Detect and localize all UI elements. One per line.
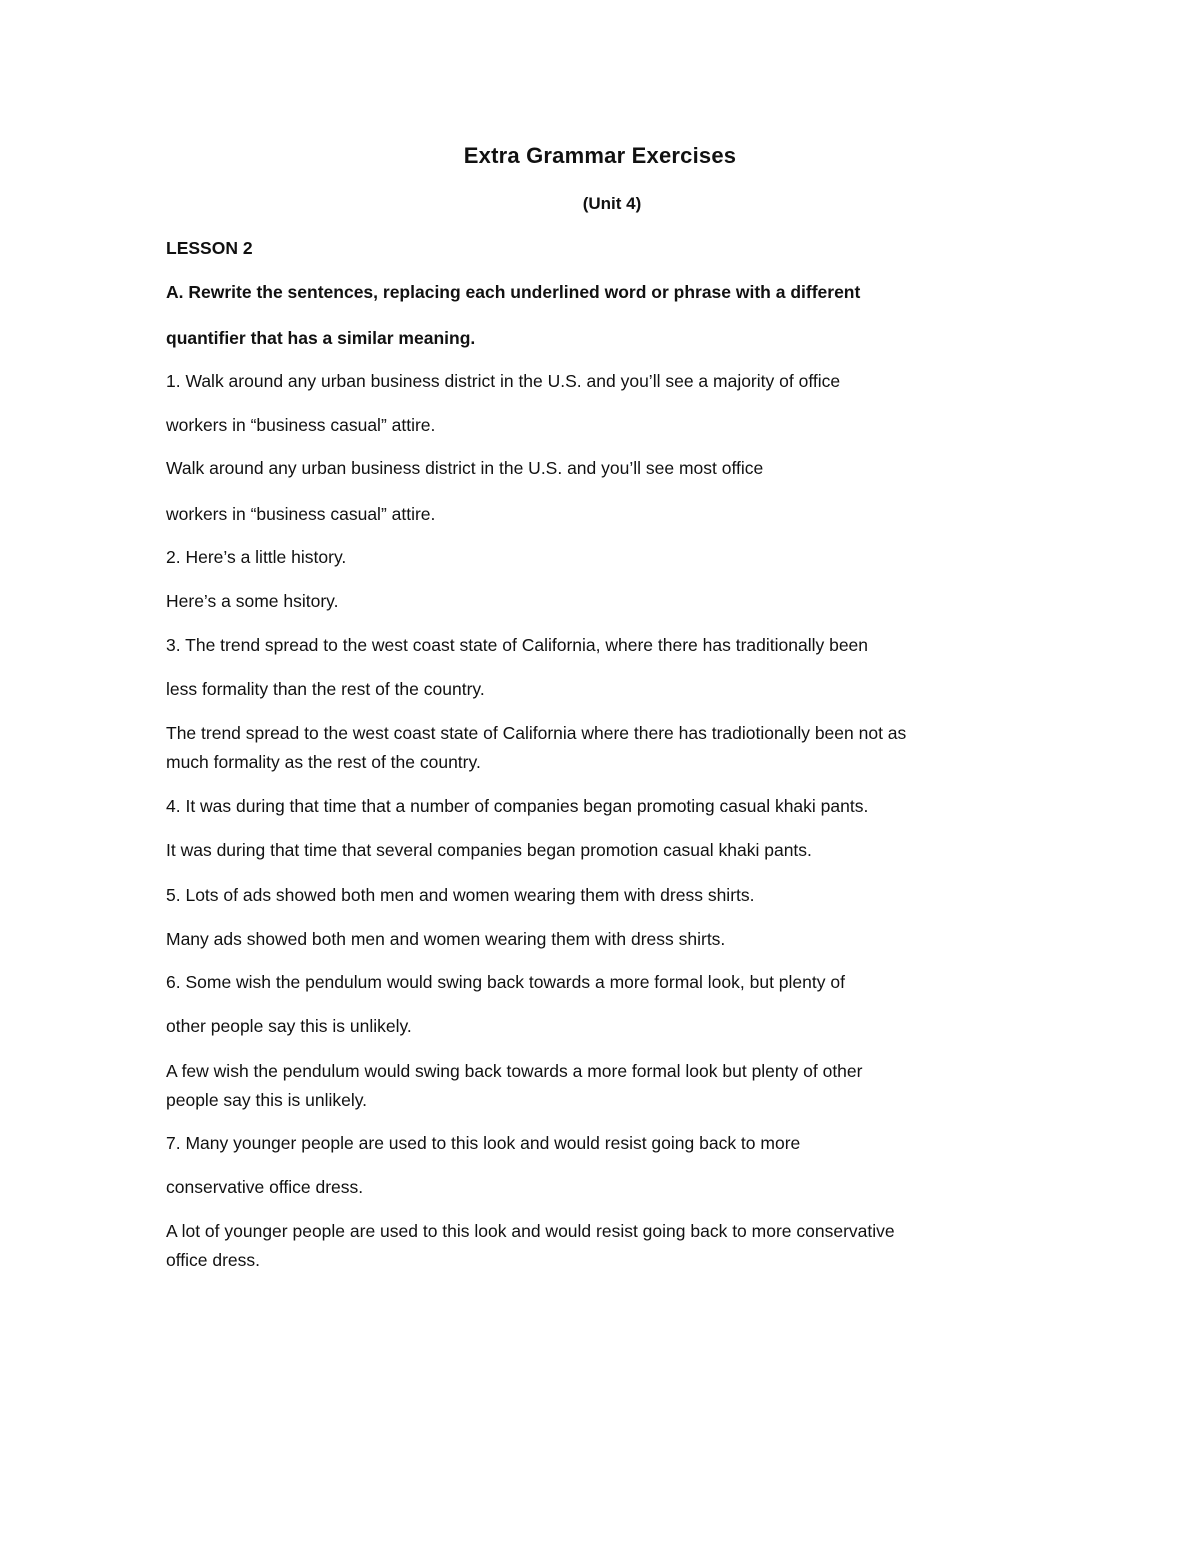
item-2-answer-line-1: Here’s a some hsitory.: [166, 591, 339, 611]
item-6-original-line-1: 6. Some wish the pendulum would swing back towards a more formal look, but plenty of: [166, 972, 845, 992]
item-1-original-line-2: workers in “business casual” attire.: [166, 415, 436, 435]
item-3-original-line-1: 3. The trend spread to the west coast state of California, where there has traditionally been: [166, 635, 869, 655]
item-5-answer-line-1: Many ads showed both men and women wearing them with dress shirts.: [166, 929, 726, 949]
item-7-original-line-2: conservative office dress.: [166, 1177, 364, 1197]
instruction-line-1: A. Rewrite the sentences, replacing each underlined word or phrase with a different: [166, 282, 861, 302]
item-6-answer-line-2: people say this is unlikely.: [166, 1090, 368, 1110]
document-title: Extra Grammar Exercises: [463, 143, 737, 168]
item-3-original-line-2: less formality than the rest of the country.: [166, 679, 485, 699]
lesson-heading: LESSON 2: [166, 238, 253, 258]
item-2-original-line-1: 2. Here’s a little history.: [166, 547, 347, 567]
item-5-original-line-1: 5. Lots of ads showed both men and women wearing them with dress shirts.: [166, 885, 755, 905]
instruction-line-2: quantifier that has a similar meaning.: [166, 328, 476, 348]
item-3-answer-line-2: much formality as the rest of the country.: [166, 752, 481, 772]
item-7-original-line-1: 7. Many younger people are used to this look and would resist going back to more: [166, 1133, 801, 1153]
item-4-original-line-1: 4. It was during that time that a number of companies began promoting casual khaki pants.: [166, 796, 869, 816]
item-4-answer-line-1: It was during that time that several companies began promotion casual khaki pants.: [166, 840, 812, 860]
document-subtitle: (Unit 4): [582, 194, 642, 213]
item-1-original-line-1: 1. Walk around any urban business district in the U.S. and you’ll see a majority of office: [166, 371, 841, 391]
item-1-answer-line-1: Walk around any urban business district in the U.S. and you’ll see most office: [166, 458, 764, 478]
item-7-answer-line-1: A lot of younger people are used to this look and would resist going back to more conservative: [166, 1221, 895, 1241]
item-7-answer-line-2: office dress.: [166, 1250, 261, 1270]
item-3-answer-line-1: The trend spread to the west coast state of California where there has tradiotionally been not as: [166, 723, 907, 743]
item-6-answer-line-1: A few wish the pendulum would swing back towards a more formal look but plenty of other: [166, 1061, 863, 1081]
item-1-answer-line-2: workers in “business casual” attire.: [166, 504, 436, 524]
item-6-original-line-2: other people say this is unlikely.: [166, 1016, 412, 1036]
